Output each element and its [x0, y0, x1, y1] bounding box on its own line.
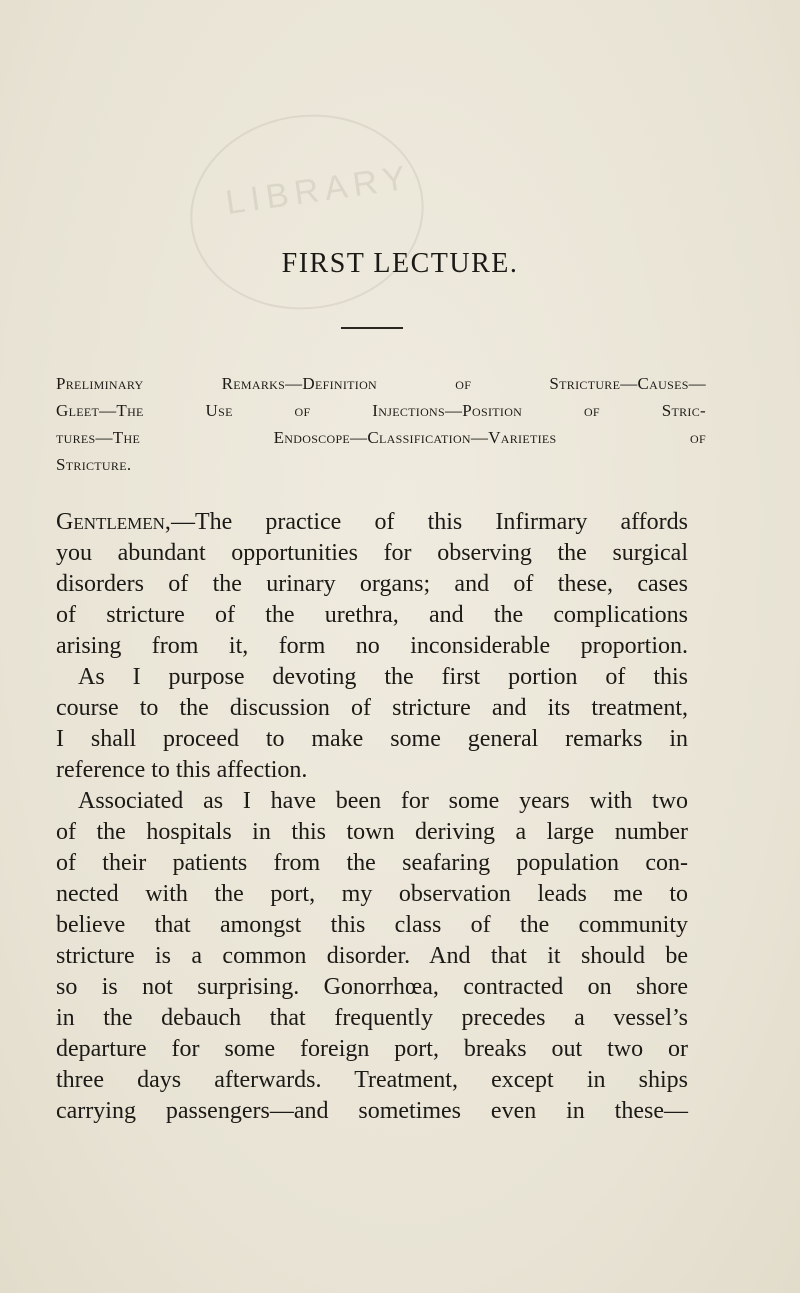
- body-line: Associated as I have been for some years with two: [78, 788, 688, 814]
- body-line: of stricture of the urethra, and the complications: [56, 602, 688, 628]
- title-divider: [341, 327, 403, 329]
- salutation: Gentlemen,: [56, 509, 171, 535]
- body-line: [56, 507, 688, 538]
- body-line: three days afterwards. Treatment, except in ships: [56, 1067, 688, 1093]
- body-line: so is not surprising. Gonorrhœa, contracted on shore: [56, 974, 688, 1000]
- synopsis-line: Stricture.: [56, 455, 132, 474]
- chapter-synopsis: [56, 370, 706, 478]
- body-line: of their patients from the seafaring population con-: [56, 850, 688, 876]
- body-line: nected with the port, my observation leads me to: [56, 881, 688, 907]
- library-stamp: [178, 100, 437, 325]
- body-line: carrying passengers—and sometimes even in these—: [56, 1098, 688, 1124]
- lecture-body: [56, 507, 688, 1127]
- body-line: in the debauch that frequently precedes a vessel’s: [56, 1005, 688, 1031]
- synopsis-line: tures—The Endoscope—Classification—Varieties of: [56, 428, 706, 447]
- body-line: of the hospitals in this town deriving a large number: [56, 819, 688, 845]
- lecture-title: FIRST LECTURE.: [281, 248, 519, 279]
- library-stamp-text: LIBRARY: [223, 158, 414, 223]
- synopsis-line: Gleet—The Use of Injections—Position of Stric-: [56, 401, 706, 420]
- synopsis-line: Preliminary Remarks—Definition of Stricture—Causes—: [56, 374, 706, 393]
- body-line: you abundant opportunities for observing the surgical: [56, 540, 688, 566]
- body-line: disorders of the urinary organs; and of these, cases: [56, 571, 688, 597]
- body-line: stricture is a common disorder. And that it should be: [56, 943, 688, 969]
- body-line: course to the discussion of stricture and its treatment,: [56, 695, 688, 721]
- body-line: I shall proceed to make some general remarks in: [56, 726, 688, 752]
- body-line: As I purpose devoting the first portion of this: [78, 664, 688, 690]
- body-line: departure for some foreign port, breaks out two or: [56, 1036, 688, 1062]
- body-line-text: —The practice of this Infirmary affords: [170, 509, 688, 535]
- body-line: believe that amongst this class of the community: [56, 912, 688, 938]
- body-line: reference to this affection.: [56, 757, 308, 783]
- body-line: arising from it, form no inconsiderable proportion.: [56, 633, 688, 659]
